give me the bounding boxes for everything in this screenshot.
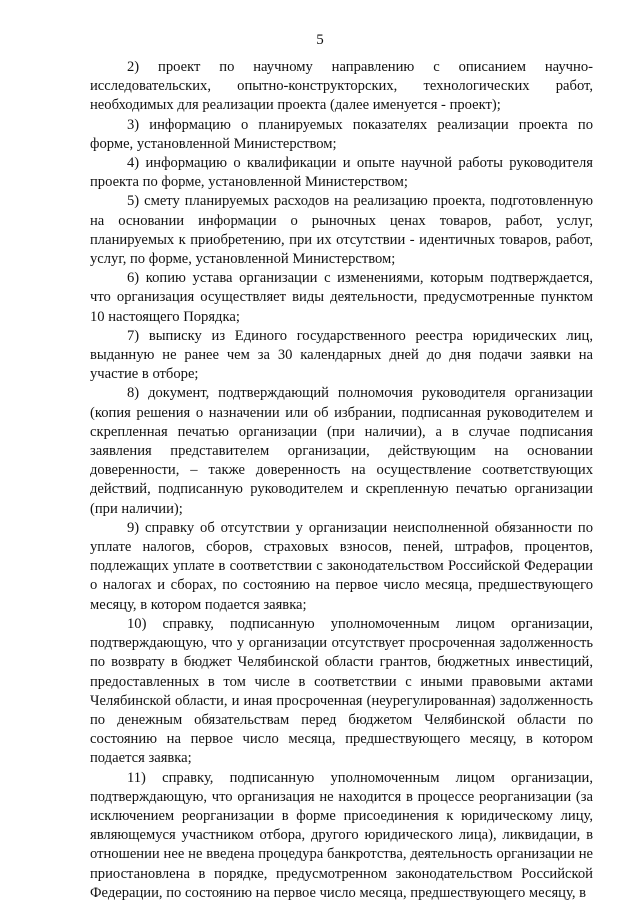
paragraph-item-5: 5) смету планируемых расходов на реализацию проекта, подготовленную на основании информации о рыночных ценах товаров, работ, услуг, планируемых к приобретению, при их отсутствии - идентичных товаров, работ, услуг, по форме, установленной Министерством;: [90, 193, 593, 268]
paragraph-item-8: 8) документ, подтверждающий полномочия руководителя организации (копия решения о назначении или об избрании, подписанная руководителем и скрепленная печатью организации (при наличии), а в случае подписания заявления представителем организации, действующим на основании доверенности, – также доверенность на осуществление соответствующих действий, подписанную руководителем и скрепленную печатью организации (при наличии);: [90, 385, 593, 517]
paragraph-item-3: 3) информацию о планируемых показателях реализации проекта по форме, установленной Министерством;: [90, 116, 593, 152]
page-number: 5: [316, 32, 324, 48]
paragraph-item-6: 6) копию устава организации с изменениями, которым подтверждается, что организация осуществляет виды деятельности, предусмотренные пунктом 10 настоящего Порядка;: [90, 270, 593, 325]
paragraph-item-11: 11) справку, подписанную уполномоченным лицом организации, подтверждающую, что организация не находится в процессе реорганизации (за исключением реорганизации в форме присоединения к юридическому лицу, являющемуся участником отбора, другого юридического лица), ликвидации, в отношении нее не введена процедура банкротства, деятельность организации не приостановлена в порядке, предусмотренном законодательством Российской Федерации, по состоянию на первое число месяца, предшествующего месяцу, в: [90, 769, 593, 901]
paragraph-item-9: 9) справку об отсутствии у организации неисполненной обязанности по уплате налогов, сборов, страховых взносов, пеней, штрафов, процентов, подлежащих уплате в соответствии с законодательством Российской Федерации о налогах и сборах, по состоянию на первое число месяца, предшествующего месяцу, в котором подается заявка;: [90, 519, 593, 613]
paragraph-item-4: 4) информацию о квалификации и опыте научной работы руководителя проекта по форме, установленной Министерством;: [90, 155, 593, 191]
paragraph-item-7: 7) выписку из Единого государственного реестра юридических лиц, выданную не ранее чем за 30 календарных дней до дня подачи заявки на участие в отборе;: [90, 327, 593, 383]
paragraph-item-2: 2) проект по научному направлению с описанием научно-исследовательских, опытно-конструкторских, технологических работ, необходимых для реализации проекта (далее именуется - проект);: [90, 59, 593, 114]
paragraph-item-10: 10) справку, подписанную уполномоченным лицом организации, подтверждающую, что у организации отсутствует просроченная задолженность по возврату в бюджет Челябинской области грантов, бюджетных инвестиций, предоставленных в том числе в соответствии с иными правовыми актами Челябинской области, и иная просроченная (неурегулированная) задолженность по денежным обязательствам перед бюджетом Челябинской области по состоянию на первое число месяца, предшествующего месяцу, в котором подается заявка;: [90, 615, 593, 767]
document-body: [90, 58, 593, 903]
